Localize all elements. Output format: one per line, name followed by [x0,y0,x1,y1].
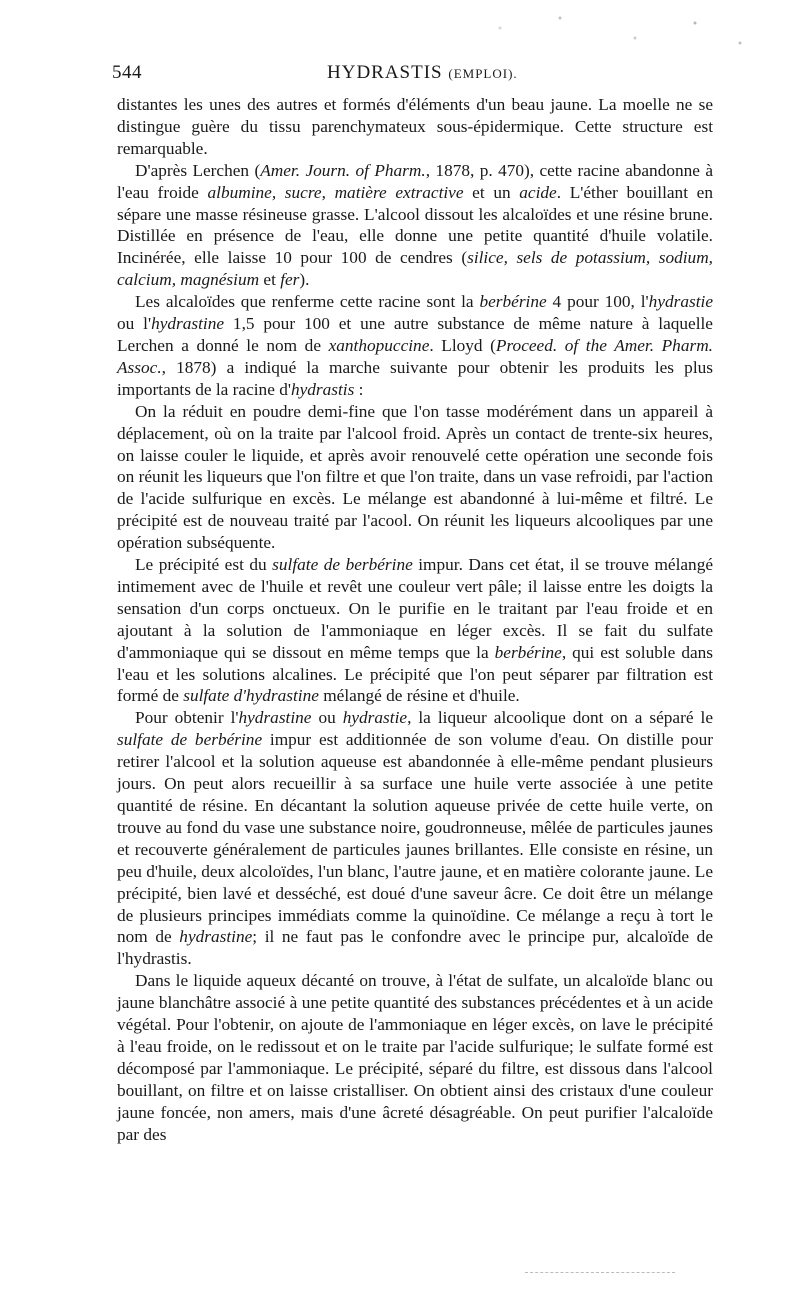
text-run: Pour obtenir l' [135,708,239,728]
text-run: Dans le liquide aqueux décanté on trouve, à l'état de sulfate, un alcaloïde blanc ou jaune blanchâtre associé à une petite quantité des substances précédentes et à un acide végétal. Pour l'obtenir, on ajoute de l'ammoniaque en léger excès, on lave le précipité à l'eau froide, on le redissout et on le traite par l'acide sulfurique; le sulfate formé est décomposé par l'ammoniaque. Le précipité, séparé du filtre, est dissous dans l'alcool bouillant, on filtre et on laisse cristalliser. On obtient ainsi des cristaux d'une couleur jaune foncée, non amers, mais d'une âcreté désagréable. On peut purifier l'alcaloïde par des [117,971,713,1144]
text-run: ; il ne faut pas le confondre avec le principe pur, alcaloïde de l'hydrastis. [117,927,713,969]
page-number: 544 [112,62,142,83]
paragraph [117,970,713,1145]
italic-run: sulfate d'hydrastine [183,686,319,706]
text-run: impur est additionnée de son volume d'eau. On distille pour retirer l'alcool et la solution aqueuse est abandonnée à elle-même pendant plusieurs jours. On peut alors recueillir à sa surface une huile verte associée à une petite quantité de résine. En décantant la solution aqueuse privée de cette huile verte, on trouve au fond du vase une substance noire, goudronneuse, mêlée de particules jaunes et recouverte généralement de particules jaunes brillantes. Elle consiste en résine, un peu d'huile, deux alcoloïdes, l'un blanc, l'autre jaune, et en matière colorante jaune. Le précipité, bien lavé et desséché, est doué d'une saveur âcre. Ce doit être un mélange de plusieurs principes immédiats comme la quinoïdine. Ce mélange a reçu à tort le nom de [117,730,713,947]
text-run: On la réduit en poudre demi-fine que l'on tasse modérément dans un appareil à déplacement, où on la traite par l'alcool froid. Après un contact de trente-six heures, on laisse couler le liquide, et après avoir renouvelé cette opération une seconde fois on réunit les liqueurs que l'on filtre et que l'on traite, dans un vase refroidi, par l'action de l'acide sulfurique en excès. Le mélange est abandonné à lui-même et filtré. Le précipité est de nouveau traité par l'acool. On réunit les liqueurs alcooliques par une opération subséquente. [117,401,713,553]
text-run: mélangé de résine et d'huile. [318,686,520,706]
text-run: , 1878) a indiqué la marche suivante pour obtenir les produits les plus importants de la racine d' [117,357,713,399]
text-run: 4 pour 100, l' [546,292,649,312]
text-run: . Lloyd ( [429,335,496,355]
italic-run: hydrastine [179,927,253,947]
scan-noise [470,8,770,58]
italic-run: Proceed. of the Amer. Pharm. Assoc. [117,335,713,377]
italic-run: albumine, sucre, matière extractive [207,182,464,202]
running-title-main: HYDRASTIS [327,62,443,83]
italic-run: hydrastine [238,708,312,728]
paragraph [117,160,713,291]
italic-run: hydrastie [648,292,713,312]
italic-run: acide [519,182,557,202]
text-run: Le précipité est du [135,555,273,575]
paragraph [117,554,713,707]
text-run: impur. Dans cet état, il se trouve mélangé intimement avec de l'huile et revêt une couleur vert pâle; il laisse entre les doigts la sensation d'un corps onctueux. On le purifie en le traitant par l'eau froide et en ajoutant à la solution de l'ammoniaque en léger excès. Il se fait du sulfate d'ammoniaque qui se dissout en même temps que la [117,555,714,662]
text-run: : [354,379,364,399]
italic-run: berbérine [494,642,562,662]
running-title [327,62,518,84]
italic-run: hydrastie [342,708,408,728]
text-run: distantes les unes des autres et formés d'éléments d'un beau jaune. La moelle ne se distingue guère du tissu parenchymateux sous-épidermique. Cette structure est remarquable. [117,95,713,158]
text-run: . L'éther bouillant en sépare une masse résineuse grasse. L'alcool dissout les alcaloïdes et une résine brune. Distillée en présence de l'eau, elle donne une petite quantité d'huile volatile. Incinérée, elle laisse 10 pour 100 de cendres ( [117,182,713,268]
paragraph [117,401,713,554]
text-run: ). [299,270,310,290]
text-run: ou [311,708,343,728]
text-run: 1,5 pour 100 et une autre substance de même nature à laquelle Lerchen a donné le nom de [117,314,713,355]
paragraph [117,291,713,401]
italic-run: silice, sels de potassium, sodium, calcium, magnésium [117,248,713,290]
text-run: , la liqueur alcoolique dont on a séparé le [407,708,713,728]
text-run: , qui est soluble dans l'eau et les solutions alcalines. Le précipité que l'on peut séparer par filtration est formé de [117,642,713,706]
text-run: Les alcaloïdes que renferme cette racine sont la [135,292,480,312]
paragraph [117,707,713,970]
text-run: D'après Lerchen ( [135,160,261,180]
text-run: et un [463,182,520,202]
text-run: ou l' [117,314,152,334]
italic-run: sulfate de berbérine [272,555,413,575]
italic-run: hydrastine [151,314,225,334]
body-text [117,94,713,1146]
text-run: , 1878, p. 470), cette racine abandonne à l'eau froide [117,160,713,202]
italic-run: berbérine [479,292,547,312]
running-header [112,62,712,90]
footer-rule [525,1272,675,1273]
italic-run: sulfate de berbérine [117,730,263,750]
italic-run: hydrastis [290,379,355,399]
italic-run: xanthopuccine [328,335,430,355]
running-title-sub: (EMPLOI). [448,66,518,81]
italic-run: Amer. Journ. of Pharm. [260,160,426,180]
italic-run: fer [280,270,300,290]
text-run: et [259,270,281,290]
paragraph [117,94,713,160]
